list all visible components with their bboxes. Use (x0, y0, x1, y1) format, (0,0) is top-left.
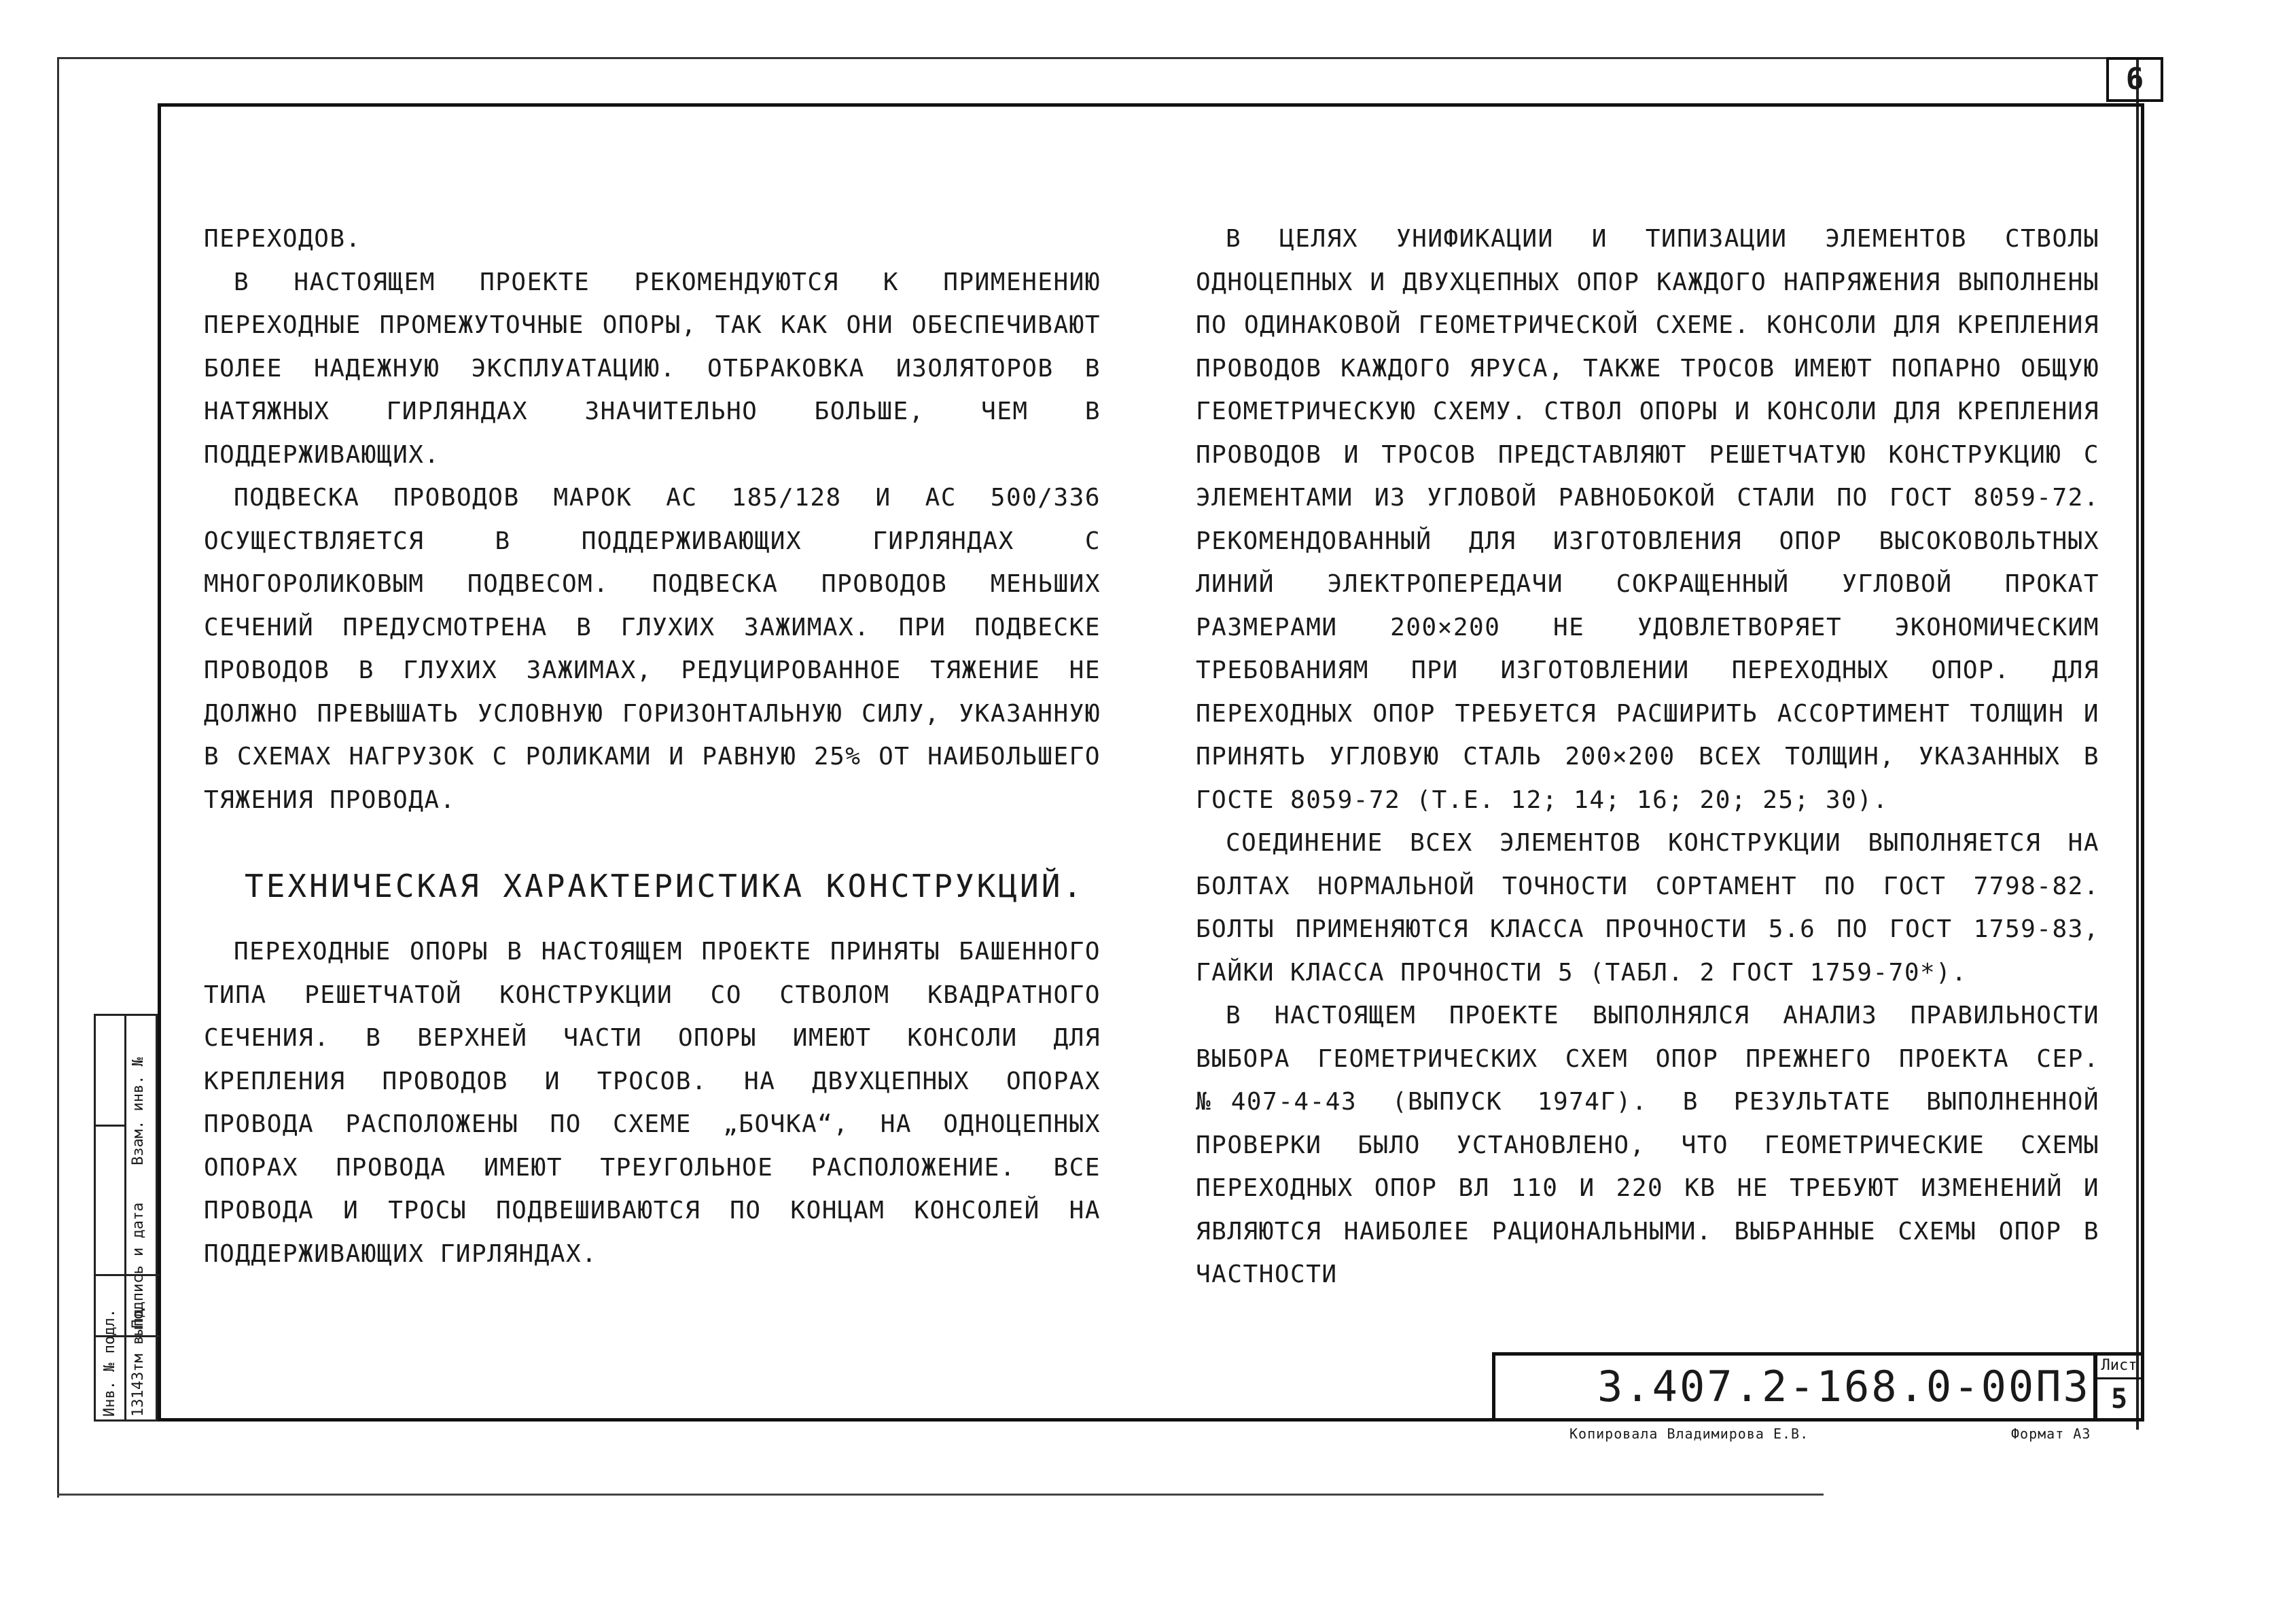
section-heading: ТЕХНИЧЕСКАЯ ХАРАКТЕРИСТИКА КОНСТРУКЦИЙ. (245, 868, 1085, 904)
copied-by: Копировала Владимирова Е.В. (1569, 1426, 1809, 1442)
paragraph: ПЕРЕХОДОВ. (204, 225, 361, 253)
stamp-hline (96, 1125, 124, 1127)
stamp-replace-label: Взам. инв. № (130, 1057, 147, 1165)
bottom-frame-line (57, 1494, 1824, 1496)
stamp-hline (96, 1274, 160, 1276)
stamp-signature-label: Подпись и дата (130, 1202, 147, 1328)
paragraph: СОЕДИНЕНИЕ ВСЕХ ЭЛЕМЕНТОВ КОНСТРУКЦИИ ВЫПОЛНЯЕТСЯ НА БОЛТАХ НОРМАЛЬНОЙ ТОЧНОСТИ СОРТАМЕНТ ПО ГОСТ 7798-82. БОЛТЫ ПРИМЕНЯЮТСЯ КЛАССА ПРОЧНОСТИ 5.6 ПО ГОСТ 1759-83, ГАЙКИ КЛАССА ПРОЧНОСТИ 5 (ТАБЛ. 2 ГОСТ 1759-70*). (1196, 829, 2099, 987)
paragraph: ПЕРЕХОДНЫЕ ОПОРЫ В НАСТОЯЩЕМ ПРОЕКТЕ ПРИНЯТЫ БАШЕННОГО ТИПА РЕШЕТЧАТОЙ КОНСТРУКЦИИ СО СТВОЛОМ КВАДРАТНОГО СЕЧЕНИЯ. В ВЕРХНЕЙ ЧАСТИ ОПОРЫ ИМЕЮТ КОНСОЛИ ДЛЯ КРЕПЛЕНИЯ ПРОВОДОВ И ТРОСОВ. НА ДВУХЦЕПНЫХ ОПОРАХ ПРОВОДА РАСПОЛОЖЕНЫ ПО СХЕМЕ „БОЧКА“, НА ОДНОЦЕПНЫХ ОПОРАХ ПРОВОДА ИМЕЮТ ТРЕУГОЛЬНОЕ РАСПОЛОЖЕНИЕ. ВСЕ ПРОВОДА И ТРОСЫ ПОДВЕШИВАЮТСЯ ПО КОНЦАМ КОНСОЛЕЙ НА ПОДДЕРЖИВАЮЩИХ ГИРЛЯНДАХ. (204, 938, 1101, 1268)
stamp-inv-value: 13143тм выпд (130, 1309, 147, 1417)
stamp-divider (124, 1016, 126, 1419)
format-label: Формат А3 (2011, 1426, 2091, 1442)
paragraph: ПОДВЕСКА ПРОВОДОВ МАРОК АС 185/128 И АС 500/336 ОСУЩЕСТВЛЯЕТСЯ В ПОДДЕРЖИВАЮЩИХ ГИРЛЯНДАХ С МНОГОРОЛИКОВЫМ ПОДВЕСОМ. ПОДВЕСКА ПРОВОДОВ МЕНЬШИХ СЕЧЕНИЙ ПРЕДУСМОТРЕНА В ГЛУХИХ ЗАЖИМАХ. ПРИ ПОДВЕСКЕ ПРОВОДОВ В ГЛУХИХ ЗАЖИМАХ, РЕДУЦИРОВАННОЕ ТЯЖЕНИЕ НЕ ДОЛЖНО ПРЕВЫШАТЬ УСЛОВНУЮ ГОРИЗОНТАЛЬНУЮ СИЛУ, УКАЗАННУЮ В СХЕМАХ НАГРУЗОК С РОЛИКАМИ И РАВНУЮ 25% ОТ НАИБОЛЬШЕГО ТЯЖЕНИЯ ПРОВОДА. (204, 484, 1101, 814)
stamp-strip (94, 1014, 158, 1422)
paragraph: В НАСТОЯЩЕМ ПРОЕКТЕ ВЫПОЛНЯЛСЯ АНАЛИЗ ПРАВИЛЬНОСТИ ВЫБОРА ГЕОМЕТРИЧЕСКИХ СХЕМ ОПОР ПРЕЖНЕГО ПРОЕКТА СЕР. №407-4-43 (ВЫПУСК 1974Г). В РЕЗУЛЬТАТЕ ВЫПОЛНЕННОЙ ПРОВЕРКИ БЫЛО УСТАНОВЛЕНО, ЧТО ГЕОМЕТРИЧЕСКИЕ СХЕМЫ ПЕРЕХОДНЫХ ОПОР ВЛ 110 И 220 КВ НЕ ТРЕБУЮТ ИЗМЕНЕНИЙ И ЯВЛЯЮТСЯ НАИБОЛЕЕ РАЦИОНАЛЬНЫМИ. ВЫБРАННЫЕ СХЕМЫ ОПОР В ЧАСТНОСТИ (1196, 1002, 2099, 1288)
right-column (1196, 217, 2099, 1296)
sheet-number: 5 (2110, 1383, 2128, 1415)
sheet-box (2094, 1352, 2144, 1422)
page-number: 6 (2106, 57, 2163, 102)
left-column (204, 217, 1101, 1275)
paragraph: В НАСТОЯЩЕМ ПРОЕКТЕ РЕКОМЕНДУЮТСЯ К ПРИМЕНЕНИЮ ПЕРЕХОДНЫЕ ПРОМЕЖУТОЧНЫЕ ОПОРЫ, ТАК КАК ОНИ ОБЕСПЕЧИВАЮТ БОЛЕЕ НАДЕЖНУЮ ЭКСПЛУАТАЦИЮ. ОТБРАКОВКА ИЗОЛЯТОРОВ В НАТЯЖНЫХ ГИРЛЯНДАХ ЗНАЧИТЕЛЬНО БОЛЬШЕ, ЧЕМ В ПОДДЕРЖИВАЮЩИХ. (204, 268, 1101, 469)
sheet-label: Лист (2097, 1356, 2141, 1379)
paragraph: В ЦЕЛЯХ УНИФИКАЦИИ И ТИПИЗАЦИИ ЭЛЕМЕНТОВ СТВОЛЫ ОДНОЦЕПНЫХ И ДВУХЦЕПНЫХ ОПОР КАЖДОГО НАПРЯЖЕНИЯ ВЫПОЛНЕНЫ ПО ОДИНАКОВОЙ ГЕОМЕТРИЧЕСКОЙ СХЕМЕ. КОНСОЛИ ДЛЯ КРЕПЛЕНИЯ ПРОВОДОВ КАЖДОГО ЯРУСА, ТАКЖЕ ТРОСОВ ИМЕЮТ ПОПАРНО ОБЩУЮ ГЕОМЕТРИЧЕСКУЮ СХЕМУ. СТВОЛ ОПОРЫ И КОНСОЛИ ДЛЯ КРЕПЛЕНИЯ ПРОВОДОВ И ТРОСОВ ПРЕДСТАВЛЯЮТ РЕШЕТЧАТУЮ КОНСТРУКЦИЮ С ЭЛЕМЕНТАМИ ИЗ УГЛОВОЙ РАВНОБОКОЙ СТАЛИ ПО ГОСТ 8059-72. РЕКОМЕНДОВАННЫЙ ДЛЯ ИЗГОТОВЛЕНИЯ ОПОР ВЫСОКОВОЛЬТНЫХ ЛИНИЙ ЭЛЕКТРОПЕРЕДАЧИ СОКРАЩЕННЫЙ УГЛОВОЙ ПРОКАТ РАЗМЕРАМИ 200×200 НЕ УДОВЛЕТВОРЯЕТ ЭКОНОМИЧЕСКИМ ТРЕБОВАНИЯМ ПРИ ИЗГОТОВЛЕНИИ ПЕРЕХОДНЫХ ОПОР. ДЛЯ ПЕРЕХОДНЫХ ОПОР ТРЕБУЕТСЯ РАСШИРИТЬ АССОРТИМЕНТ ТОЛЩИН И ПРИНЯТЬ УГЛОВУЮ СТАЛЬ 200×200 ВСЕХ ТОЛЩИН, УКАЗАННЫХ В ГОСТЕ 8059-72 (Т.Е. 12; 14; 16; 20; 25; 30). (1196, 225, 2099, 814)
stamp-inv-label: Инв. № подл. (101, 1309, 118, 1417)
title-block-code: 3.407.2-168.0-00ПЗ (1492, 1352, 2097, 1422)
